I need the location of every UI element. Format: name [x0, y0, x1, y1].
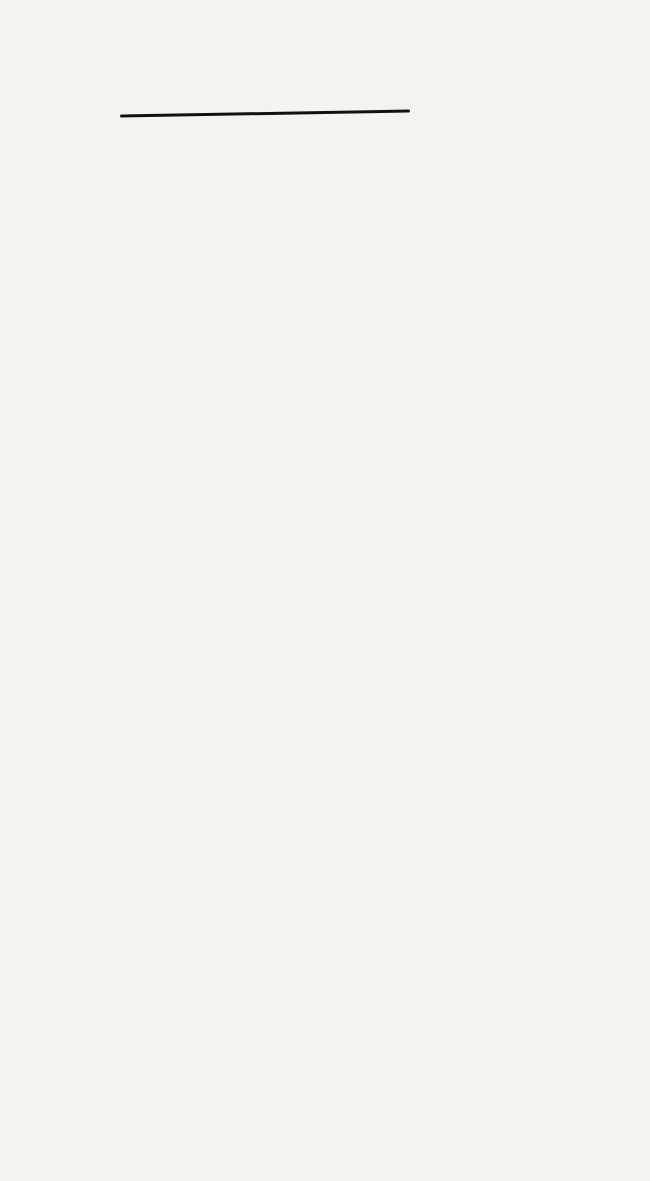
basmala-stroke	[120, 109, 410, 117]
